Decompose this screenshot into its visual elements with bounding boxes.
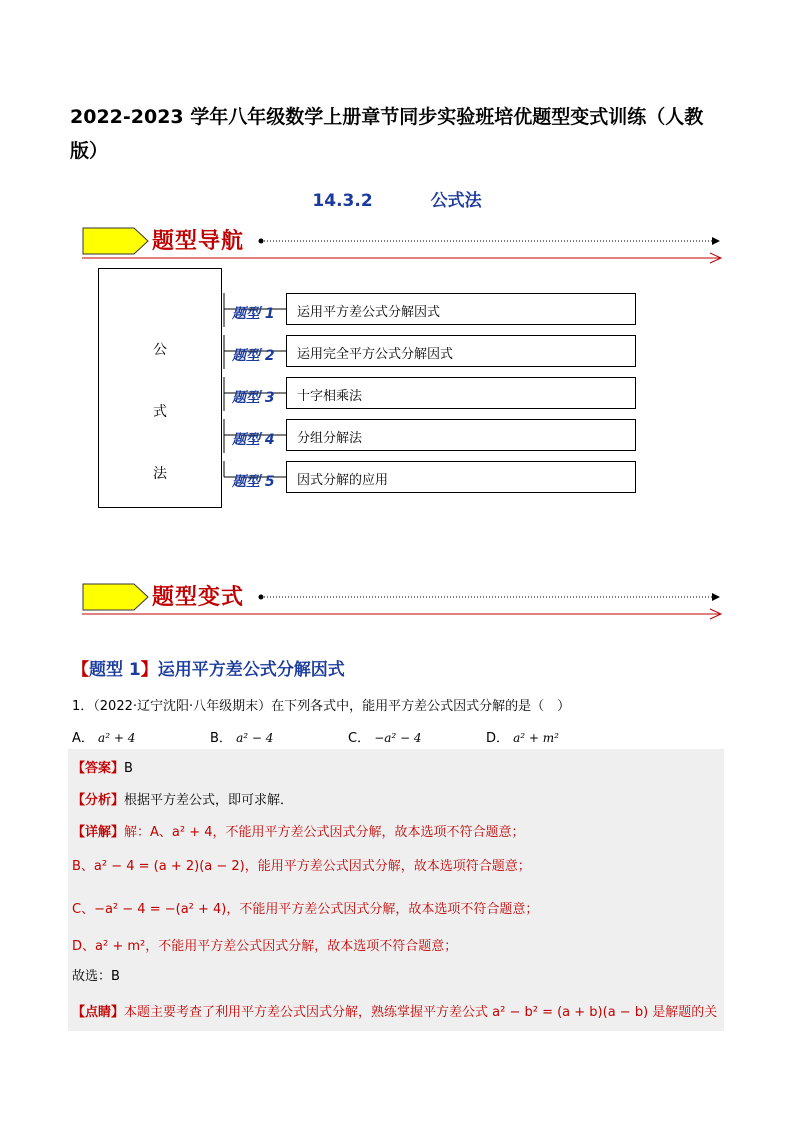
detail-line-b: B、a² − 4 = (a + 2)(a − 2)，能用平方差公式因式分解，故本选项符合题意； [72,859,531,874]
type-box: 十字相乘法 [286,377,636,409]
document-title: 2022-2023 学年八年级数学上册章节同步实验班培优题型变式训练（人教版） [70,106,704,162]
bracket-open: 【 [72,660,89,680]
question-source: （2022·辽宁沈阳·八年级期末） [93,699,272,714]
tree-root-box [98,268,222,508]
choice-b: B． a² − 4 [210,731,274,746]
type-box: 运用完全平方公式分解因式 [286,335,636,367]
tree-root-char: 法 [153,466,167,482]
choice-c: C． −a² − 4 [348,731,422,746]
tree-type-row [222,461,642,495]
analysis-text: 根据平方差公式，即可求解． [124,793,294,808]
section-number: 14.3.2 [312,191,373,211]
tree-type-row [222,335,642,369]
choose-line: 故选：B [72,969,120,984]
tree-type-row [222,377,642,411]
type-label: 题型 2 [232,348,275,364]
type-label: 题型 4 [232,432,275,448]
answer-value: B [124,761,133,776]
detail-line-d: D、a² + m²，不能用平方差公式因式分解，故本选项不符合题意； [72,939,458,954]
question-stem [72,695,570,714]
variant-section-heading: 题型变式 [152,585,245,610]
nav-section-header [82,224,727,268]
section-subtitle [0,186,794,211]
type-label: 题型 5 [232,474,275,490]
section-name: 公式法 [430,191,482,211]
question-type-label: 题型 1 [89,660,141,680]
tree-root-char: 公 [153,342,167,358]
type-box: 因式分解的应用 [286,461,636,493]
type-box: 分组分解法 [286,419,636,451]
question-type-title: 运用平方差公式分解因式 [157,660,345,680]
choice-a: A． a² + 4 [72,731,136,746]
question-text: 在下列各式中，能用平方差公式因式分解的是（ ） [271,699,571,714]
tree-type-row [222,419,642,453]
detail-line-a: 【详解】解：A、a² + 4，不能用平方差公式因式分解，故本选项不符合题意； [72,825,525,840]
comment-line: 【点睛】本题主要考查了利用平方差公式因式分解，熟练掌握平方差公式 a² − b² = (a + b)(a − b) 是解题的关 [72,1005,718,1020]
solution-panel [68,749,724,1031]
type-label: 题型 1 [232,306,275,322]
type-label: 题型 3 [232,390,275,406]
variant-section-header [82,580,727,624]
tree-type-row [222,293,642,327]
detail-line-c: C、−a² − 4 = −(a² + 4)，不能用平方差公式因式分解，故本选项不符合题意； [72,902,539,917]
question-type-heading [72,655,345,680]
analysis-line: 【分析】根据平方差公式，即可求解． [72,793,294,808]
question-number: 1． [72,699,94,714]
answer-line: 【答案】B [72,761,133,776]
nav-section-heading: 题型导航 [152,229,245,254]
tree-root-char: 式 [153,404,167,420]
choice-d: D． a² + m² [486,731,559,746]
type-box: 运用平方差公式分解因式 [286,293,636,325]
bracket-close: 】 [140,660,158,680]
